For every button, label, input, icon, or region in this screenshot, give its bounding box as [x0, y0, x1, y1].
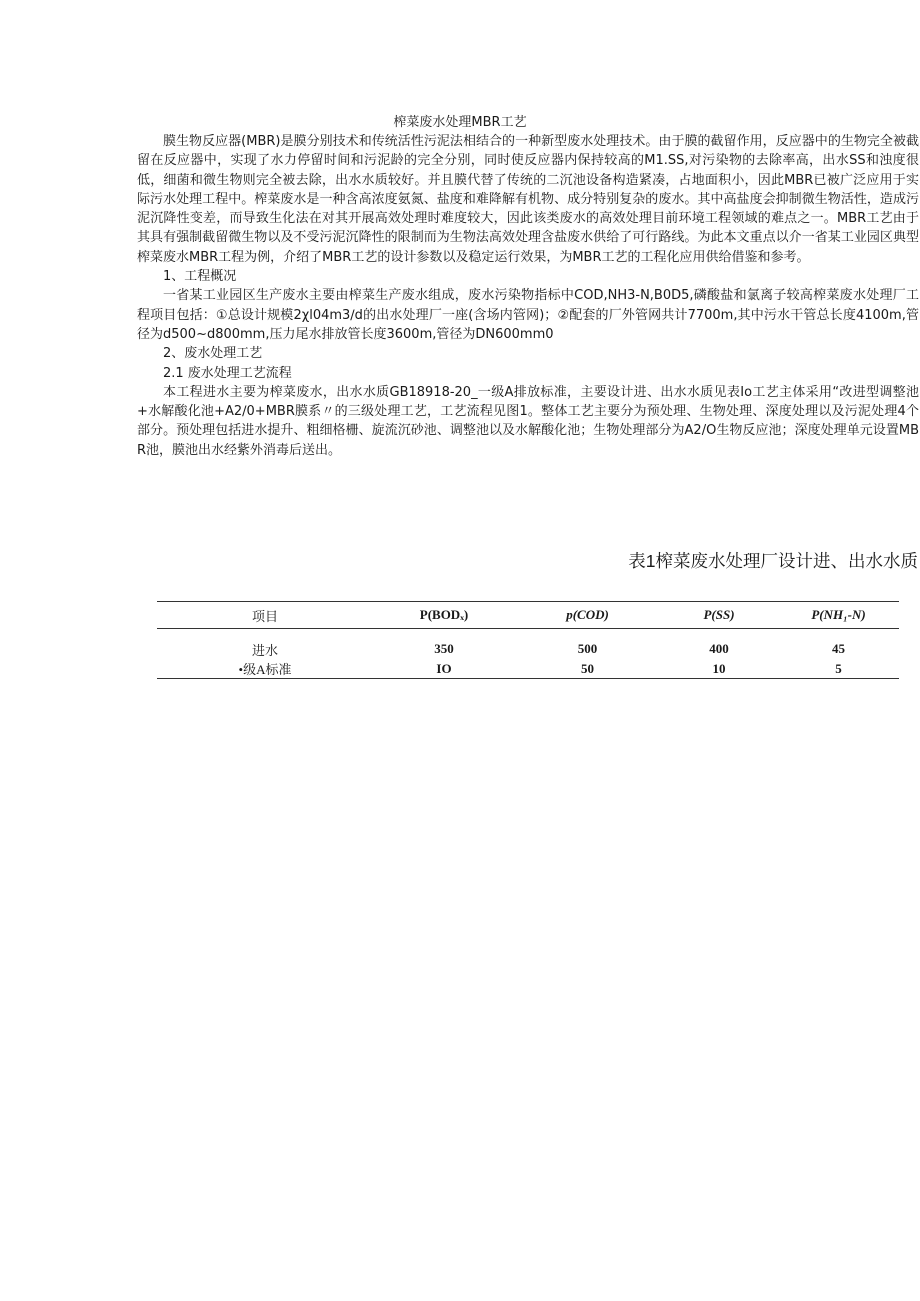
table-row — [157, 659, 899, 679]
document-body — [137, 132, 919, 460]
table-cell: 350 — [434, 641, 454, 656]
table-cell: 10 — [660, 659, 778, 679]
subsection-heading-flow: 2.1 废水处理工艺流程 — [163, 365, 292, 381]
table-cell: IO — [373, 659, 515, 679]
table-cell: 5 — [778, 659, 899, 679]
table-header-cell: P(SS) — [660, 602, 778, 629]
table-cell: 45 — [832, 641, 845, 656]
table-cell: 50 — [515, 659, 660, 679]
table-cell: 400 — [709, 641, 729, 656]
table-cell: •级A标准 — [157, 659, 373, 679]
water-quality-table — [157, 601, 899, 679]
table-header-cell: P(BODₓ) — [373, 602, 515, 629]
table-cell: 进水 — [251, 642, 278, 658]
table-caption: 表1榨菜废水处理厂设计进、出水水质 — [628, 551, 918, 571]
section-heading-process: 2、废水处理工艺 — [163, 346, 263, 362]
section-heading-overview: 1、工程概况 — [163, 269, 237, 285]
table-header-row — [157, 602, 899, 629]
table-header-cell: p(COD) — [515, 602, 660, 629]
table-row — [157, 629, 899, 660]
process-paragraph: 本工程进水主要为榨菜废水，出水水质GB18918-20_一级A排放标准，主要设计进、出水水质见表Io工艺主体采用“改进型调整池+水解酸化池+A2∕0+MBR膜系〃的三级处理工艺，工艺流程见图1。整体工艺主要分为预处理、生物处理、深度处理以及污泥处理4个部分。预处理包括进水提升、粗细格栅、旋流沉砂池、调整池以及水解酸化池；生物处理部分为A2/O生物反应池；深度处理单元设置MBR池，膜池出水经紫外消毒后送出。 — [137, 384, 919, 458]
table-cell: 500 — [577, 641, 598, 656]
overview-paragraph: 一省某工业园区生产废水主要由榨菜生产废水组成，废水污染物指标中COD,NH3-N,B0D5,磷酸盐和氯离子较高榨菜废水处理厂工程项目包括：①总设计规模2χl04m3∕d的出水处理厂一座(含场内管网)；②配套的厂外管网共计7700m,其中污水干管总长度4100m,管径为d500~d800mm,压力尾水排放管长度3600m,管径为DN600mm0 — [137, 288, 919, 342]
intro-paragraph: 膜生物反应器(MBR)是膜分别技术和传统活性污泥法相结合的一种新型废水处理技术。由于膜的截留作用，反应器中的生物完全被截留在反应器中，实现了水力停留时间和污泥龄的完全分别，同时使反应器内保持较高的M1.SS,对污染物的去除率高，出水SS和浊度很低，细菌和微生物则完全被去除，出水水质较好。并且膜代替了传统的二沉池设备构造紧凑，占地面积小，因此MBR已被广泛应用于实际污水处理工程中。榨菜废水是一种含高浓度氨氮、盐度和难降解有机物、成分特别复杂的废水。其中高盐度会抑制微生物活性，造成污泥沉降性变差，而导致生化法在对其开展高效处理时难度较大，因此该类废水的高效处理目前环境工程领域的难点之一。MBR工艺由于其具有强制截留微生物以及不受污泥沉降性的限制而为生物法高效处理含盐废水供给了可行路线。为此本文重点以介一省某工业园区典型榨菜废水MBR工程为例，介绍了MBR工艺的设计参数以及稳定运行效果，为MBR工艺的工程化应用供给借鉴和参考。 — [137, 134, 919, 265]
table-header-cell: 项目 — [157, 602, 373, 629]
document-title: 榨菜废水处理MBR工艺 — [393, 115, 527, 130]
table-header-cell: P(NH₁-N) — [778, 602, 899, 629]
